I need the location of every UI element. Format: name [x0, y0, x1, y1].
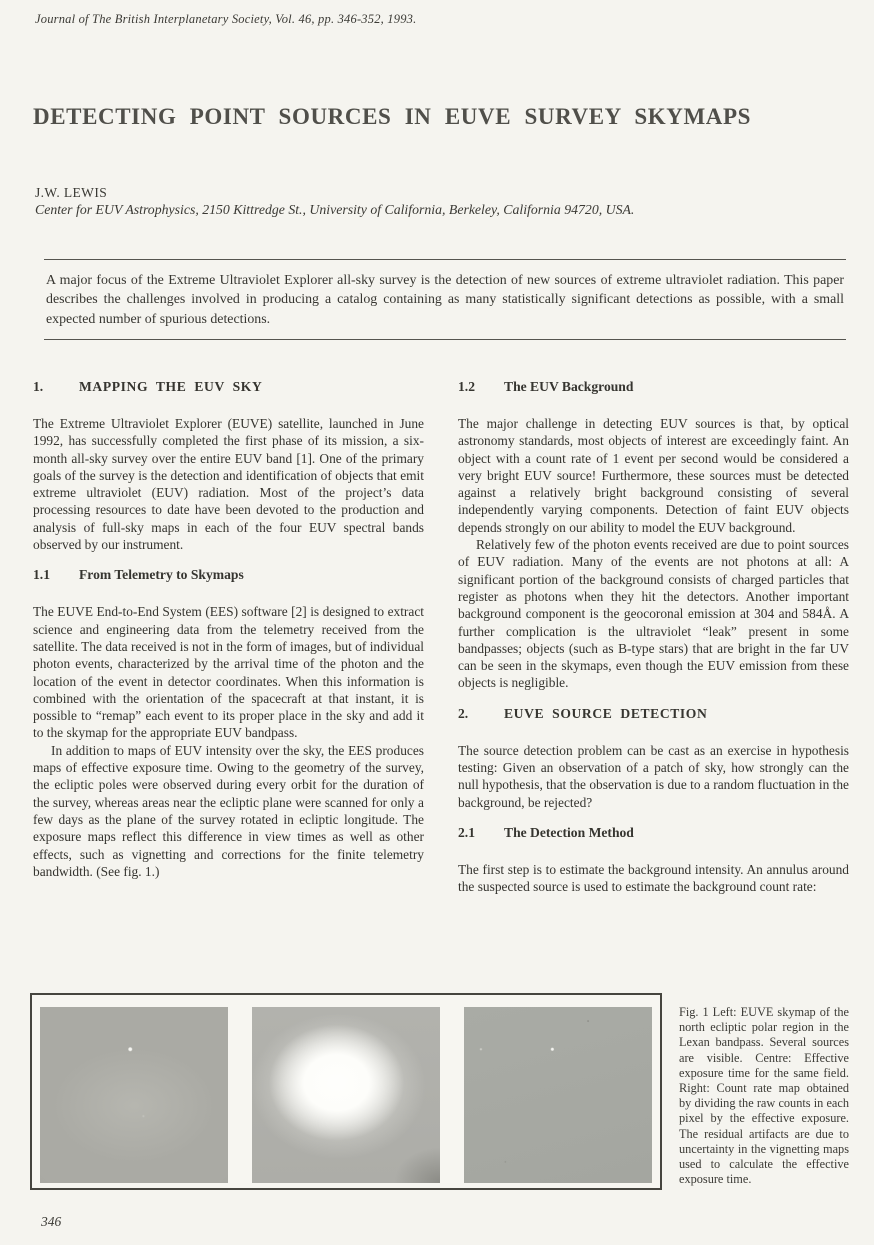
paragraph-s1-1-p2: In addition to maps of EUV intensity over the sky, the EES produces maps of effective exposure time. Owing to the geometry of the survey, the ecliptic poles were observed during every orbit for the duration of the survey, whereas areas near the ecliptic plane were scanned for only a few days as the plane of the survey rotated in ecliptic longitude. The exposure maps reflect this difference in view times as well as other effects, such as vignetting and corrections for the finite telemetry bandwidth. (See fig. 1.): [33, 742, 424, 879]
section-heading-2: [458, 706, 849, 722]
paragraph-s1-2-p2: Relatively few of the photon events received are due to point sources of EUV radiation. Many of the events are not photons at all: A significant portion of the background consists of charged particles that register as photons when they hit the detectors. Another important background component is the geocoronal emission at 304 and 584Å. A further complication is the ultraviolet “leak” present in some bandpasses; objects (such as B-type stars) that are bright in the far UV can be seen in the skymaps, even though the EUV emission from these objects is negligible.: [458, 537, 849, 691]
section-heading-1-2: [458, 379, 849, 395]
section-heading-1: [33, 379, 424, 395]
figure-panel-effective-exposure: [252, 1007, 440, 1183]
section-number: 2.1: [458, 824, 475, 840]
figure-panel-euve-skymap: [40, 1007, 228, 1183]
paper-title: DETECTING POINT SOURCES IN EUVE SURVEY SKYMAPS: [33, 104, 752, 129]
section-title: MAPPING THE EUV SKY: [79, 379, 263, 394]
section-number: 1.: [33, 379, 44, 394]
section-heading-1-1: [33, 567, 424, 583]
author-affiliation: Center for EUV Astrophysics, 2150 Kittredge St., University of California, Berkeley, California 94720, USA.: [35, 202, 635, 217]
paragraph-s1-1-p1: The EUVE End-to-End System (EES) software [2] is designed to extract science and engineering data from the telemetry received from the satellite. The data received is not in the form of images, but of individual photon events, characterized by the arrival time of the photon and the location of the event in detector coordinates. When this information is combined with the orientation of the spacecraft at that instant, it is possible to “remap” each event to its proper place in the sky and add it to the skymap for the appropriate EUV bandpass.: [33, 604, 424, 741]
figure-1: [30, 993, 662, 1190]
section-number: 1.1: [33, 567, 50, 583]
paragraph-s2-p1: The source detection problem can be cast as an exercise in hypothesis testing: Given an observation of a patch of sky, how strongly can the null hypothesis, that the observation is due to a random fluctuation in the background, be rejected?: [458, 742, 849, 810]
section-heading-2-1: [458, 825, 849, 841]
page-number: 346: [41, 1214, 62, 1229]
journal-citation: Journal of The British Interplanetary Society, Vol. 46, pp. 346-352, 1993.: [35, 12, 417, 26]
right-column: [458, 376, 849, 896]
paragraph-s1-2-p1: The major challenge in detecting EUV sources is that, by optical astronomy standards, most objects of interest are exceedingly faint. An object with a count rate of 1 event per second would be considered a very bright EUV source! Furthermore, these sources must be detected against a relatively bright background consisting of several independently varying components. Detection of faint EUV objects depends strongly on our ability to model the EUV background.: [458, 416, 849, 535]
section-title: The Detection Method: [504, 824, 634, 840]
abstract-block: [44, 259, 846, 340]
author-name: J.W. LEWIS: [35, 185, 108, 200]
paragraph-s2-1-p1: The first step is to estimate the background intensity. An annulus around the suspected source is used to estimate the background count rate:: [458, 861, 849, 895]
paragraph-s1-p1: The Extreme Ultraviolet Explorer (EUVE) satellite, launched in June 1992, has successfully completed the first phase of its mission, a six-month all-sky survey over the entire EUV band [1]. One of the primary goals of the survey is the detection and identification of objects that emit extreme ultraviolet (EUV) radiation. Most of the project’s data processing resources to date have been devoted to the production and analysis of full-sky maps in each of the four EUV spectral bands observed by our instrument.: [33, 416, 424, 553]
figure-panel-count-rate-map: [464, 1007, 652, 1183]
section-title: EUVE SOURCE DETECTION: [504, 705, 708, 721]
section-number: 2.: [458, 705, 469, 721]
left-column: [33, 376, 424, 880]
figure-caption: Fig. 1 Left: EUVE skymap of the north ecliptic polar region in the Lexan bandpass. Several sources are visible. Centre: Effective exposure time for the same field. Right: Count rate map obtained by dividing the raw counts in each pixel by the effective exposure. The residual artifacts are due to uncertainty in the vignetting maps used to calculate the effective exposure time.: [679, 1005, 849, 1187]
abstract-text: A major focus of the Extreme Ultraviolet Explorer all-sky survey is the detection of new sources of extreme ultraviolet radiation. This paper describes the challenges involved in producing a catalog containing as many statistically significant detections as possible, with a small expected number of spurious detections.: [46, 273, 844, 327]
section-title: The EUV Background: [504, 379, 634, 394]
section-title: From Telemetry to Skymaps: [79, 567, 244, 583]
section-number: 1.2: [458, 379, 475, 394]
